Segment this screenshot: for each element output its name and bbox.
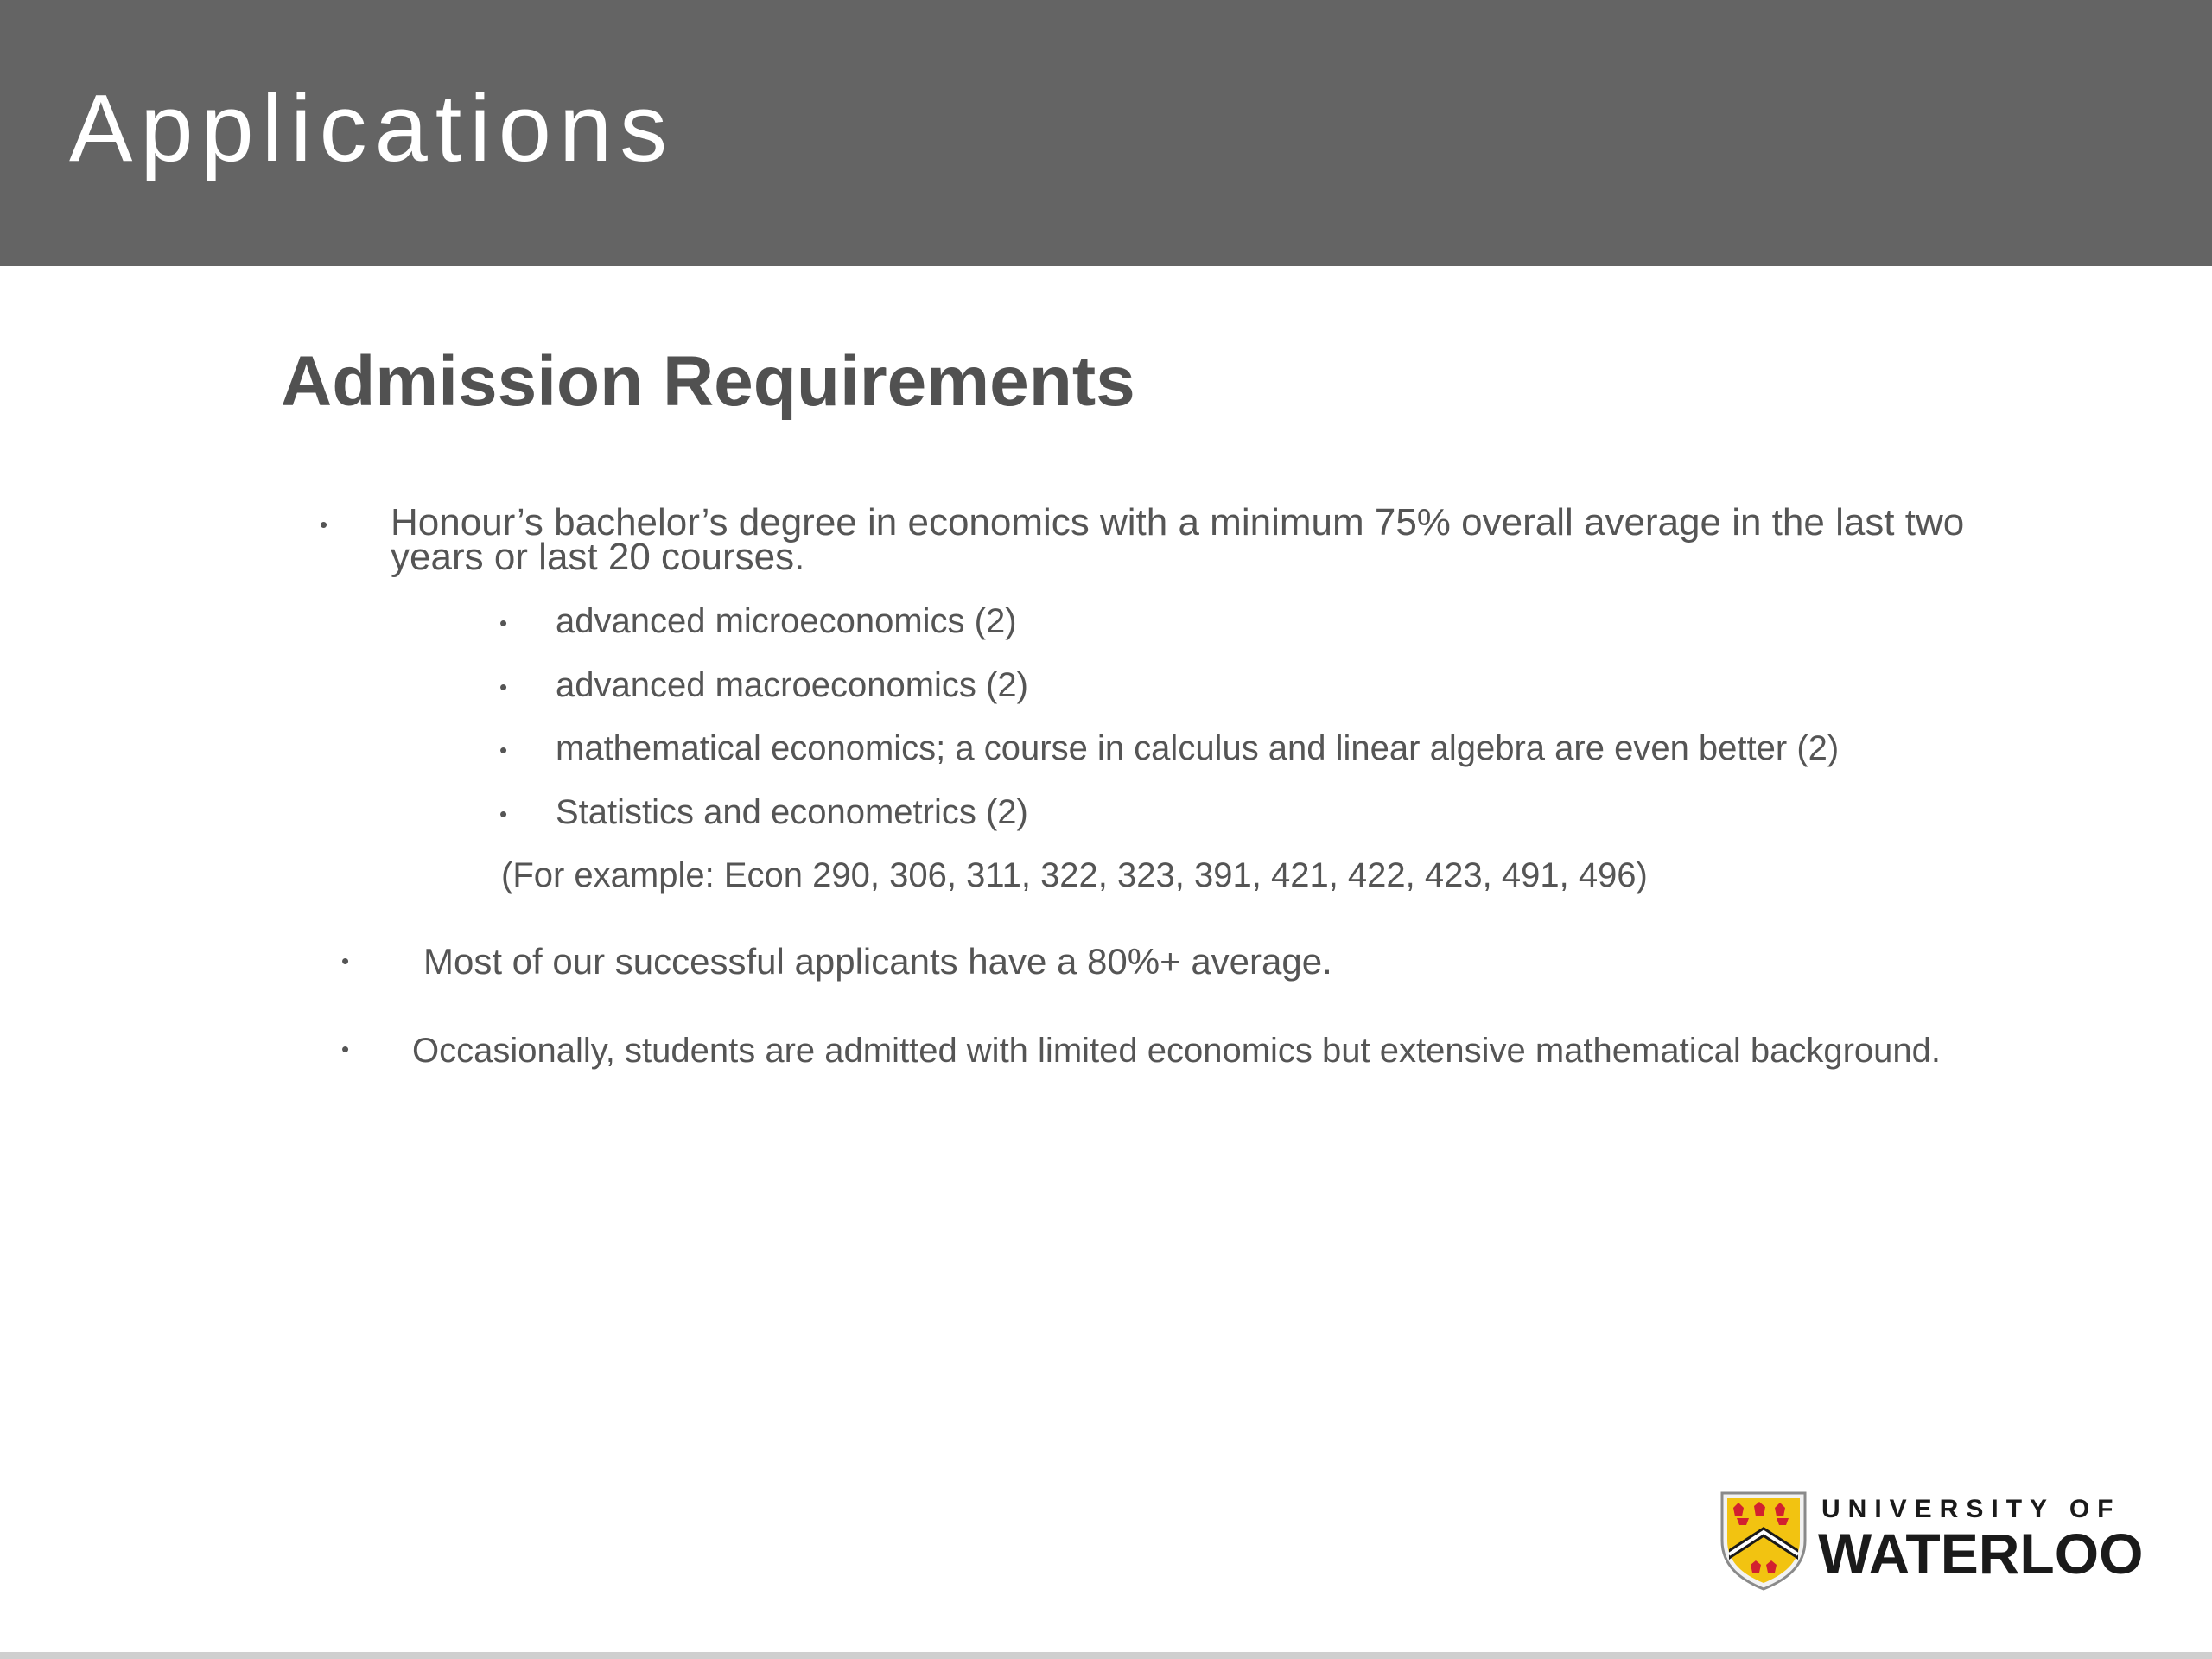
university-crest-icon	[1719, 1491, 1808, 1591]
bullet-marker: •	[341, 1036, 350, 1062]
bullet-text-occasionally-admitted: Occasionally, students are admitted with limited economics but extensive mathematical background.	[412, 1032, 1942, 1070]
sub-bullet-microeconomics: advanced microeconomics (2)	[556, 602, 1017, 640]
bullet-text-successful-applicants: Most of our successful applicants have a 80%+ average.	[423, 941, 1332, 982]
section-title: Admission Requirements	[281, 342, 1135, 421]
sub-bullet-marker: •	[499, 610, 508, 636]
sub-bullet-statistics: Statistics and econometrics (2)	[556, 793, 1028, 831]
sub-bullet-marker: •	[499, 674, 508, 700]
header-band	[0, 0, 2212, 266]
example-courses-note: (For example: Econ 290, 306, 311, 322, 323, 391, 421, 422, 423, 491, 496)	[501, 856, 1648, 894]
sub-bullet-marker: •	[499, 737, 508, 763]
slide-title: Applications	[69, 75, 676, 181]
logo-university-of-text: UNIVERSITY OF	[1821, 1495, 2121, 1523]
university-of-waterloo-logo	[1719, 1491, 2144, 1594]
footer-divider	[0, 1652, 2212, 1659]
sub-bullet-marker: •	[499, 801, 508, 827]
bullet-text-degree-line2: years or last 20 courses.	[391, 536, 805, 578]
bullet-text-degree-line1: Honour’s bachelor’s degree in economics with a minimum 75% overall average in the last two	[391, 501, 1965, 543]
bullet-marker: •	[320, 512, 328, 537]
bullet-marker: •	[341, 948, 350, 974]
logo-waterloo-text: WATERLOO	[1818, 1522, 2144, 1586]
sub-bullet-macroeconomics: advanced macroeconomics (2)	[556, 666, 1028, 704]
sub-bullet-mathematical-economics: mathematical economics; a course in calculus and linear algebra are even better (2)	[556, 729, 1840, 767]
